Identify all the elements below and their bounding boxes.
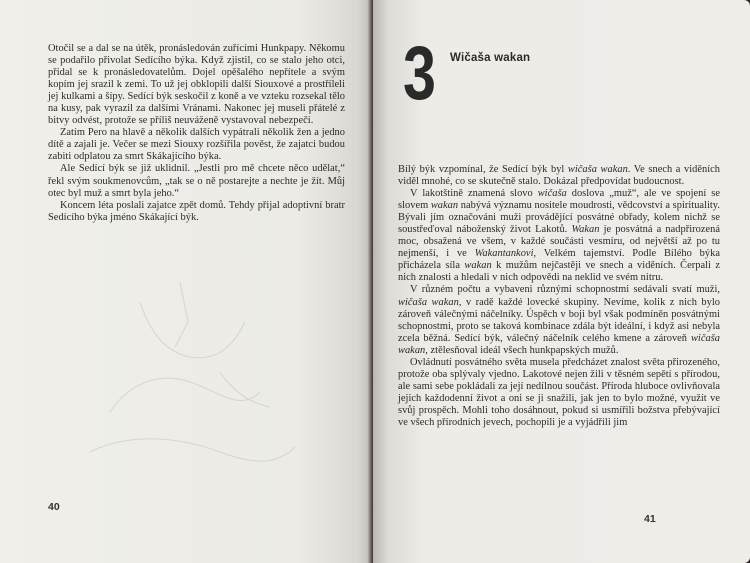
- text-span: . Ve snech a viděních viděl mnohé, co se skutečně stalo. Dokázal předpovídat budoucnost.: [398, 164, 720, 188]
- text-span: , Velkém tajemství. Podle Bílého býka přicházela síla: [398, 248, 720, 272]
- chapter-number: 3: [403, 31, 436, 116]
- text-span: doslova „muž“, ale ve spojení se slovem: [398, 188, 720, 212]
- paragraph: Koncem léta poslali zajatce zpět domů. Tehdy přijal adoptivní bratr Sedícího býka jméno Skákající býk.: [48, 199, 345, 223]
- paragraph: [398, 284, 720, 356]
- faint-show-through-sketch: [70, 262, 300, 472]
- italic-term: wakan: [430, 200, 459, 212]
- paragraph: Ale Sedící býk se již uklidnil. „Jestli pro mě chcete něco udělat,“ řekl svým soukmenovcům, „tak se o ně postarejte a nechte je žít. Můj otec byl muž a smrt byla jeho.“: [48, 163, 345, 199]
- text-span: je posvátná a nadpřirozená moc, obsažená ve všem, v každé součásti vesmíru, od největší až po tu nejmenší, i ve: [398, 224, 721, 260]
- paragraph: [398, 164, 720, 188]
- italic-term: wakan: [464, 260, 492, 272]
- paragraph: [398, 188, 720, 284]
- right-page: [373, 0, 750, 563]
- paragraph: Zatím Pero na hlavě a několik dalších vypátrali několik žen a jedno dítě a zajali je. Večer se mezi Siouxy rozšířila pověst, že zajatci budou zabiti odplatou za smrt Skákajícího býka.: [48, 127, 345, 163]
- left-page: [0, 0, 373, 563]
- text-span: V různém počtu a vybaveni různými schopnostmi sedávali svatí muži,: [410, 284, 720, 296]
- text-span: , ztělesňoval ideál všech hunkpapských mužů.: [425, 344, 619, 356]
- paragraph: Otočil se a dal se na útěk, pronásledován zuřícími Hunkpapy. Někomu se podařilo přivolat Sedícího býka. Když zjistil, co se stalo jeho otci, přidal se k pronásledovatelům. Dojel opěšalého nepřítele a svým kopím jej srazil k zemi. To už jej obklopili další Siouxové a prostříleli jej kulkami a šípy. Sedící býk seskočil z koně a ve vzteku rozsekal tělo na kusy, pak vyrazil za dalšími Vránami. Nakonec jej museli přátelé z bitvy odvést, protože se příliš neuváženě vystavoval nebezpečí.: [48, 43, 345, 127]
- text-span: nabývá významu nositele moudrosti, vědcovství a spirituality. Bývali jím označováni muži provádějící posvátné obřady, kolem nichž se soustřeďoval náboženský život Lakotů.: [398, 200, 720, 236]
- chapter-title: Wičaša wakan: [450, 52, 531, 64]
- italic-term: wičaša wakan: [398, 296, 459, 308]
- text-span: Bílý býk vzpomínal, že Sedící býk byl: [398, 164, 568, 175]
- page-number-left: 40: [48, 501, 60, 513]
- italic-term: Wakantankovi: [474, 248, 534, 260]
- paragraph: Ovládnutí posvátného světa musela předcházet znalost světa přirozeného, protože oba splývaly vjedno. Lakotové nejen žili v těsném sepětí s přírodou, ale sami sebe pokládali za její nedílnou součást. Příroda hluboce ovlivňovala jejich každodenní život a oni se ji snažili, jak jen to bylo možné, využít ve svůj prospěch. Mohli toho dosáhnout, pokud si usmířili božstva přebývající ve všech přírodních jevech, pochopili je a vyjádřili jim: [398, 356, 720, 428]
- italic-term: wičaša wakan: [398, 332, 720, 356]
- text-span: V lakotštině znamená slovo: [410, 188, 538, 200]
- italic-term: wičaša: [537, 188, 567, 200]
- right-page-body: [398, 164, 720, 429]
- italic-term: Wakan: [571, 224, 600, 236]
- page-number-right: 41: [644, 513, 656, 525]
- italic-term: wičaša wakan: [567, 164, 628, 175]
- left-page-body: [48, 43, 345, 224]
- text-span: k mužům nejčastěji ve snech a viděních. Čerpali z nich znalosti a hledali v nich odpovědi na neklid ve svém nitru.: [398, 260, 720, 284]
- text-span: , v radě každé lovecké skupiny. Nevíme, kolik z nich bylo zároveň válečnými náčelníky. Úspěch v boji byl však podmíněn posvátnými schopnostmi, proto se taková kombinace zdála být ideální, i když asi nebyla zcela běžná. Sedící býk, válečný náčelník celého kmene a zároveň: [398, 296, 721, 344]
